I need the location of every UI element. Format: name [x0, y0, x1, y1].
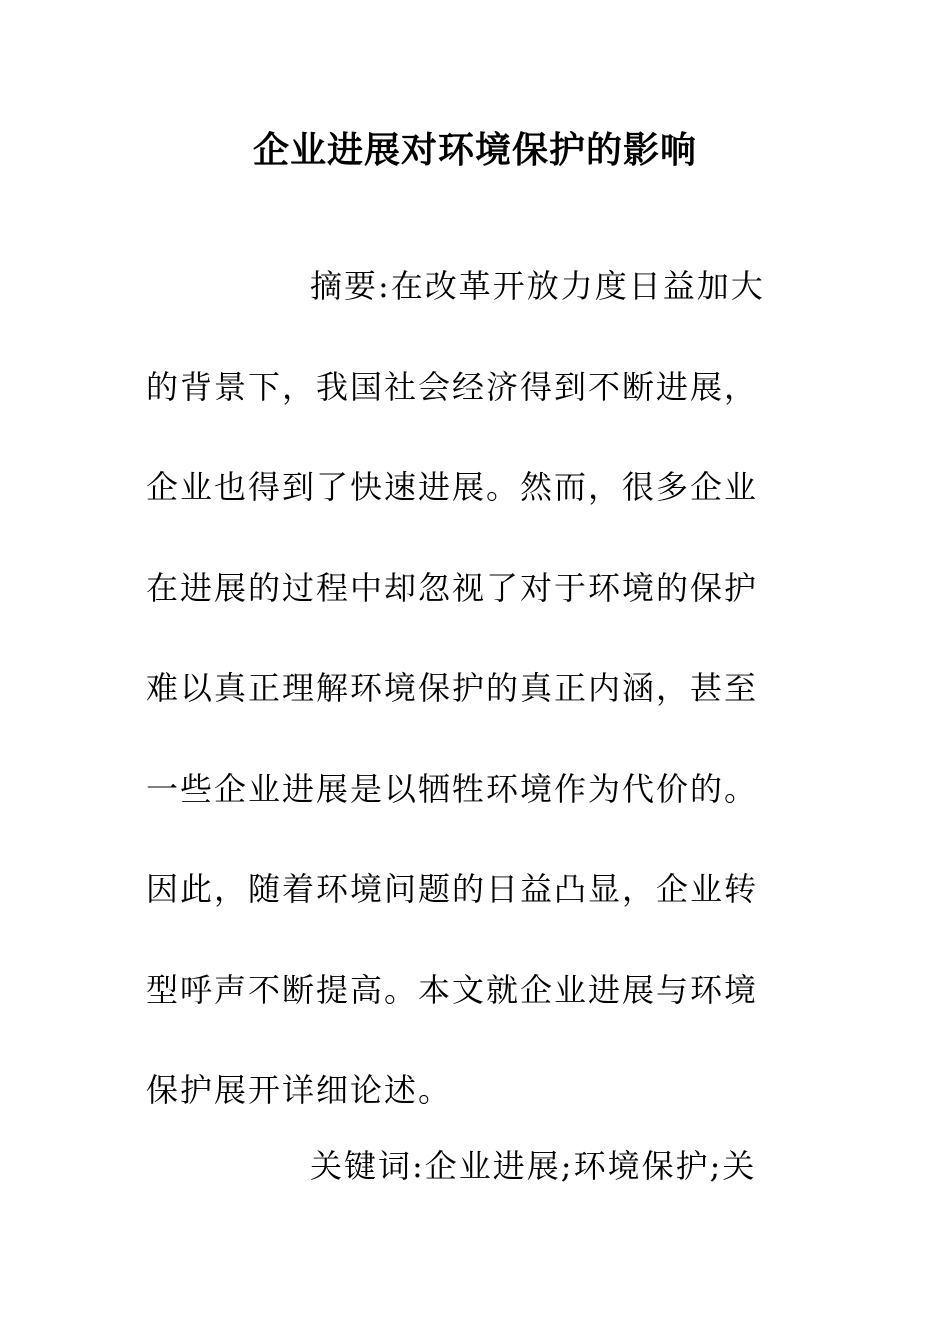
- page-title: 企业进展对环境保护的影响: [252, 129, 697, 171]
- abstract-line: 的背景下，我国社会经济得到不断进展，: [146, 367, 759, 406]
- abstract-line: 型呼声不断提高。本文就企业进展与环境: [146, 970, 759, 1009]
- abstract-paragraph: [146, 262, 806, 1167]
- abstract-line: 难以真正理解环境保护的真正内涵，甚至: [146, 669, 759, 707]
- abstract-line: 在进展的过程中却忽视了对于环境的保护: [146, 568, 759, 607]
- abstract-line: 企业也得到了快速进展。然而，很多企业: [146, 468, 759, 506]
- abstract-line: 保护展开详细论述。: [146, 1071, 453, 1109]
- abstract-line: 摘要:在改革开放力度日益加大: [310, 267, 765, 305]
- keywords-line: 关键词:企业进展;环境保护;关: [310, 1147, 757, 1185]
- abstract-line: 因此，随着环境问题的日益凸显，企业转: [146, 870, 759, 908]
- abstract-line: 一些企业进展是以牺牲环境作为代价的。: [146, 769, 759, 808]
